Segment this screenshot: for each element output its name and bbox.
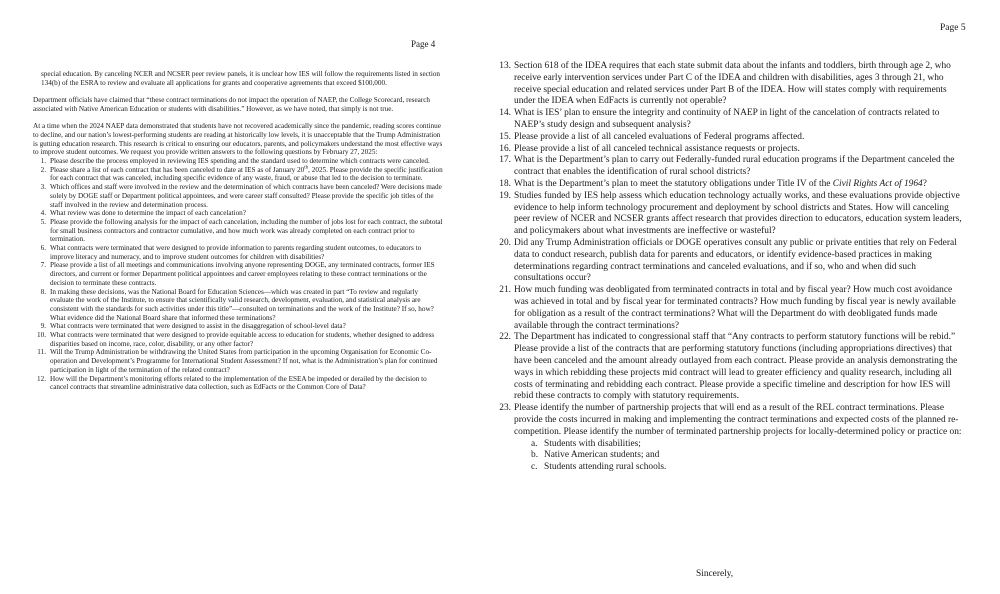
question-number: 8.	[40, 287, 46, 296]
question-text: Please provide the following analysis for the impact of each cancelation, including the number of jobs lost for each contract, the subtotal for small business contractors and contractor cumulative, and how much work was already completed on each contract prior to termination.	[50, 217, 443, 244]
question-item	[33, 157, 443, 166]
page-4	[0, 0, 492, 594]
question-number: 15.	[499, 131, 511, 142]
question-text: Please provide a list of all canceled evaluations of Federal programs affected.	[514, 131, 805, 142]
question-number: 6.	[40, 244, 46, 253]
question-text: How will the Department’s monitoring efforts related to the implementation of the ESEA be impeded or derailed by the decision to cancel contracts that streamline administrative data collection, such as EdFacts or the Common Core of Data?	[50, 374, 427, 392]
question-number: 18.	[499, 178, 511, 189]
question-number: 17.	[499, 155, 511, 166]
paragraph-intro: At a time when the 2024 NAEP data demonstrated that students have not recovered academically since the pandemic, reading scores continue to decline, and our nation’s lowest-performing students are reading at historically low levels, it is unacceptable that the Trump Administration is gutting education research. This research is critical to ensuring our educators, parents, and policymakers understand the most effective ways to improve student outcomes. We request you provide written answers to the following questions by February 27, 2025:	[33, 122, 443, 157]
sub-item-letter: b.	[531, 450, 539, 461]
question-number: 21.	[499, 285, 511, 296]
question-text: What contracts were terminated that were designed to provide information to parents regarding student outcomes, to educators to improve literacy and numeracy, and to improve student outcomes for children with disabilities?	[50, 244, 422, 261]
question-item	[33, 183, 443, 209]
question-number: 13.	[499, 61, 511, 71]
question-item	[33, 166, 443, 183]
question-number: 11.	[37, 348, 46, 357]
question-item	[499, 144, 967, 156]
question-list	[33, 157, 443, 392]
sub-item-text: Native American students; and	[544, 450, 660, 461]
question-item	[33, 244, 443, 261]
question-text: Section 618 of the IDEA requires that each state submit data about the infants and toddlers, birth through age 2, who receive early intervention services under Part C of the IDEA and children with disabilities, ages 3 through 21, who receive special education and related services under Part B of the IDEA. How will states comply with requirements under the IDEA when EdFacts is currently not operable?	[514, 61, 951, 107]
sub-item	[531, 462, 967, 474]
question-item	[33, 261, 443, 287]
question-text: Please provide a list of all canceled technical assistance requests or projects.	[514, 143, 800, 154]
sub-item-text: Students attending rural schools.	[544, 462, 667, 473]
question-text: In making these decisions, was the National Board for Education Sciences—which was created in part “To review and regularly evaluate the work of the Institute, to ensure that scientifically valid research, development, evaluation, and statistical analysis are consistent with the standards for such activities under this title”—consulted on terminations and the work of the Institute? If so, how? What evidence did the National Board share that informed these terminations?	[50, 287, 434, 322]
question-text: Will the Trump Administration be withdrawing the United States from participation in the upcoming Organisation for Economic Co-operation and Development’s Programme for International Student Assessment? If not, what is the Administration’s plan for continued participation in light of the termination of the related contract?	[50, 348, 438, 374]
question-item	[33, 218, 443, 244]
question-number: 9.	[40, 322, 46, 331]
question-text: Please share a list of each contract that has been canceled to date at IES as of January 20th, 2025. Please provide the specific justification for each contract that was canceled, including specific evidence of any waste, fraud, or abuse that led to the decision to terminate.	[50, 165, 443, 183]
question-item	[499, 155, 967, 179]
question-text: Which offices and staff were involved in the review and the determination of which contracts have been canceled? Were decisions made solely by DOGE staff or Department political appointees, and were career staff consulted? Please provide the specific job titles of the staff involved in the review and determination process.	[50, 183, 442, 209]
question-number: 2.	[40, 165, 46, 174]
question-number: 1.	[40, 157, 46, 165]
page-number: Page 4	[411, 39, 436, 49]
question-number: 7.	[40, 261, 46, 270]
question-item	[499, 132, 967, 144]
question-item	[499, 238, 967, 285]
question-text: How much funding was deobligated from terminated contracts in total and by fiscal year? How much cost avoidance was achieved in total and by fiscal year for terminated contracts? How much funding by fiscal year is newly available for obligation as a result of the contract terminations? What will the Department do with deobligated funds made available through the contract terminations?	[514, 285, 956, 331]
question-text: The Department has indicated to congressional staff that “Any contracts to perform statutory functions will be rebid.” Please provide a list of the contracts that are performing statutory functions (including appropriations directives) that have been canceled and the amount already outlayed from each contract. Please provide an analysis demonstrating the ways in which rebidding these projects mid contract will lead to greater efficiency and quality research, including all costs of terminating and rebidding each contract. Please provide a specific timeline and description for how IES will rebid these contracts to comply with statutory requirements.	[514, 332, 958, 402]
question-text: What contracts were terminated that were designed to assist in the disaggregation of school-level data?	[50, 322, 346, 331]
sub-item	[531, 439, 967, 451]
question-number: 23.	[499, 403, 511, 414]
question-number: 3.	[40, 183, 46, 192]
question-text: Did any Trump Administration officials or DOGE operatives consult any public or private entities that rely on Federal data to conduct research, publish data for parents and educators, or identify evidence-based practices in making determinations regarding contract terminations and canceled evaluations, and if so, who and when did such consultations occur?	[514, 237, 957, 284]
question-item	[33, 348, 443, 374]
question-text: What is IES’ plan to ensure the integrity and continuity of NAEP in light of the cancelation of contracts related to NAEP’s study design and subsequent analysis?	[514, 108, 940, 130]
question-text: What review was done to determine the impact of each cancelation?	[50, 209, 246, 218]
question-number: 19.	[499, 190, 511, 201]
sub-item-list	[531, 439, 967, 474]
sub-item	[531, 450, 967, 462]
question-list	[499, 61, 967, 474]
question-item	[499, 61, 967, 108]
question-text: What is the Department’s plan to carry out Federally-funded rural education programs if the Department canceled the contract that enables the identification of rural school districts?	[514, 155, 955, 178]
question-item	[33, 375, 443, 392]
question-number: 14.	[499, 108, 511, 119]
sub-item-text: Students with disabilities;	[544, 438, 641, 449]
question-item	[499, 332, 967, 403]
question-text: Please identify the number of partnership projects that will end as a result of the REL contract terminations. Please provide the costs incurred in making and implementing the contract terminations and expected costs of the planned re-competition. Please identify the number of terminated partnership projects for locally-determined policy or practice on:	[514, 403, 962, 437]
question-number: 10.	[37, 331, 46, 340]
sub-item-letter: c.	[531, 462, 538, 473]
page-5	[492, 0, 1000, 594]
question-text: What contracts were terminated that were designed to provide equitable access to education for students, whether designed to address disparities based on income, race, color, disability, or any other factor?	[50, 331, 435, 348]
paragraph-officials-claim: Department officials have claimed that “these contract terminations do not impact the operation of NAEP, the College Scorecard, research associated with Native American Education or students with disabilities.” However, as we have noted, that simply is not true.	[33, 96, 431, 113]
question-item	[499, 179, 967, 191]
page-number: Page 5	[940, 23, 966, 33]
question-item	[499, 108, 967, 132]
question-item	[33, 331, 443, 348]
question-number: 5.	[40, 217, 46, 226]
question-text: Please describe the process employed in reviewing IES spending and the standard used to determine which contracts were canceled.	[50, 157, 430, 165]
question-number: 4.	[40, 209, 46, 218]
question-item	[499, 403, 967, 474]
question-item	[33, 288, 443, 323]
sub-item-letter: a.	[531, 438, 538, 449]
question-item	[33, 322, 443, 331]
question-item	[33, 209, 443, 218]
page-5-body	[499, 61, 967, 474]
question-text: Studies funded by IES help assess which education technology actually works, and these evaluations provide objective evidence to help inform technology procurement and deployment by school districts and States. How will canceling peer review of NCER and NCSER grants affect research that provides direction to educators, education system leaders, and policymakers about what investments are ineffective or wasteful?	[514, 190, 962, 237]
question-number: 22.	[499, 332, 511, 343]
question-number: 20.	[499, 237, 511, 248]
paragraph-continued: special education. By canceling NCER and NCSER peer review panels, it is unclear how IES will follow the requirements listed in section 134(b) of the ESRA to review and evaluate all applications for grants and cooperative agreements that exceed $100,000.	[41, 70, 441, 87]
question-item	[499, 191, 967, 238]
question-number: 12.	[37, 374, 46, 383]
closing-salutation: Sincerely,	[696, 569, 734, 579]
question-text: What is the Department’s plan to meet the statutory obligations under Title IV of the Civil Rights Act of 1964?	[514, 178, 927, 189]
question-number: 16.	[499, 143, 511, 154]
page-4-body	[33, 70, 443, 392]
question-item	[499, 285, 967, 332]
question-text: Please provide a list of all meetings and communications involving anyone representing DOGE, any terminated contracts, former IES directors, and current or former Department political appointees and career employees relating to these contract terminations or the decision to terminate these contracts.	[50, 261, 435, 287]
